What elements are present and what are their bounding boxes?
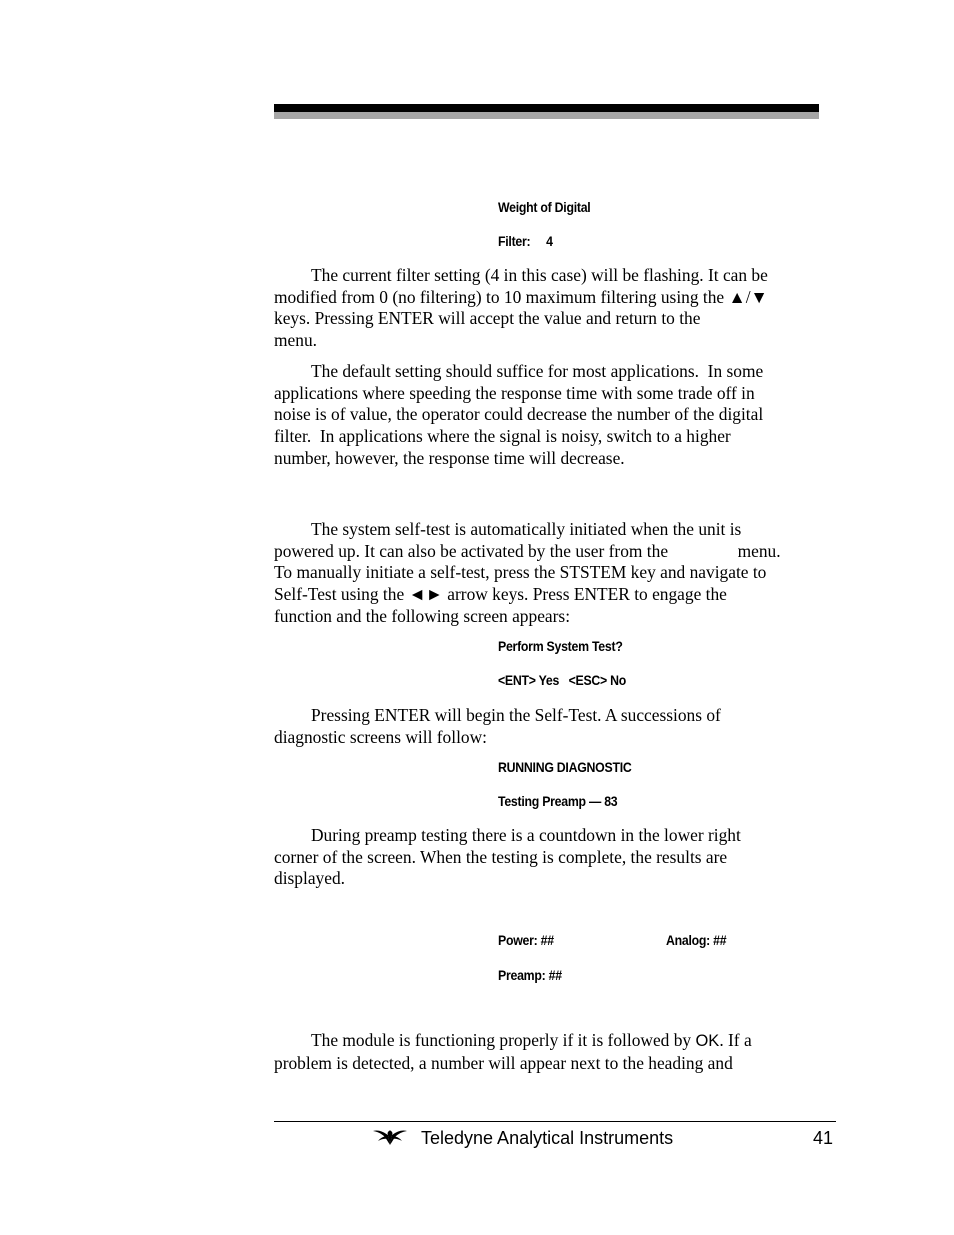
text-fragment: . If a (719, 1030, 752, 1050)
text-line: keys. Pressing ENTER will accept the value and return to the (274, 308, 701, 329)
screen-diagnostic-line1: RUNNING DIAGNOSTIC (498, 759, 632, 775)
paragraph-preamp-testing (274, 825, 820, 890)
screen-diagnostic-line2: Testing Preamp — 83 (498, 793, 618, 809)
footer-rule (274, 1121, 836, 1122)
screen-weight-line1: Weight of Digital (498, 199, 591, 215)
teledyne-logo-icon (372, 1127, 408, 1147)
text-line: Self-Test using the ◄► arrow keys. Press ENTER to engage the (274, 584, 727, 605)
text-line: function and the following screen appears: (274, 605, 571, 626)
screen-perform-test-line1: Perform System Test? (498, 638, 623, 654)
header-rule-gray (274, 112, 819, 119)
text-line: modified from 0 (no filtering) to 10 maximum filtering using the ▲/▼ (274, 286, 768, 307)
paragraph-module-functioning (274, 1030, 820, 1074)
screen-results-analog: Analog: ## (666, 932, 727, 948)
paragraph-filter-setting (274, 265, 820, 352)
page-number: 41 (813, 1128, 834, 1148)
text-line: noise is of value, the operator could decrease the number of the digital (274, 404, 764, 425)
text-line: The default setting should suffice for most applications. In some (311, 361, 764, 381)
text-line: problem is detected, a number will appear next to the heading and (274, 1052, 733, 1073)
text-line (274, 1030, 820, 1053)
text-line: Pressing ENTER will begin the Self-Test. A successions of (311, 705, 721, 725)
paragraph-self-test (274, 519, 820, 628)
screen-perform-test-line2: <ENT> Yes <ESC> No (498, 672, 627, 688)
text-fragment: The module is functioning properly if it is followed by (311, 1030, 696, 1050)
text-line: diagnostic screens will follow: (274, 726, 487, 747)
screen-results-preamp: Preamp: ## (498, 967, 562, 983)
ok-text: OK (695, 1032, 720, 1050)
text-line: number, however, the response time will decrease. (274, 447, 625, 468)
text-line: filter. In applications where the signal is noisy, switch to a higher (274, 426, 731, 447)
text-line: corner of the screen. When the testing is complete, the results are (274, 846, 728, 867)
text-line: The system self-test is automatically initiated when the unit is (311, 519, 742, 539)
screen-weight-line2: Filter: 4 (498, 233, 553, 249)
text-line: To manually initiate a self-test, press the STSTEM key and navigate to (274, 562, 767, 583)
header-rule-black (274, 104, 819, 112)
text-line: displayed. (274, 868, 345, 889)
text-line: The current filter setting (4 in this case) will be flashing. It can be (311, 265, 768, 285)
text-line: During preamp testing there is a countdown in the lower right (311, 825, 741, 845)
footer-company: Teledyne Analytical Instruments (421, 1128, 674, 1148)
text-line: applications where speeding the response time with some trade off in (274, 382, 755, 403)
text-line: menu. (274, 330, 317, 351)
paragraph-default-setting (274, 361, 820, 470)
text-line: powered up. It can also be activated by the user from the menu. (274, 540, 781, 561)
paragraph-pressing-enter (274, 705, 820, 748)
screen-results-power: Power: ## (498, 932, 554, 948)
